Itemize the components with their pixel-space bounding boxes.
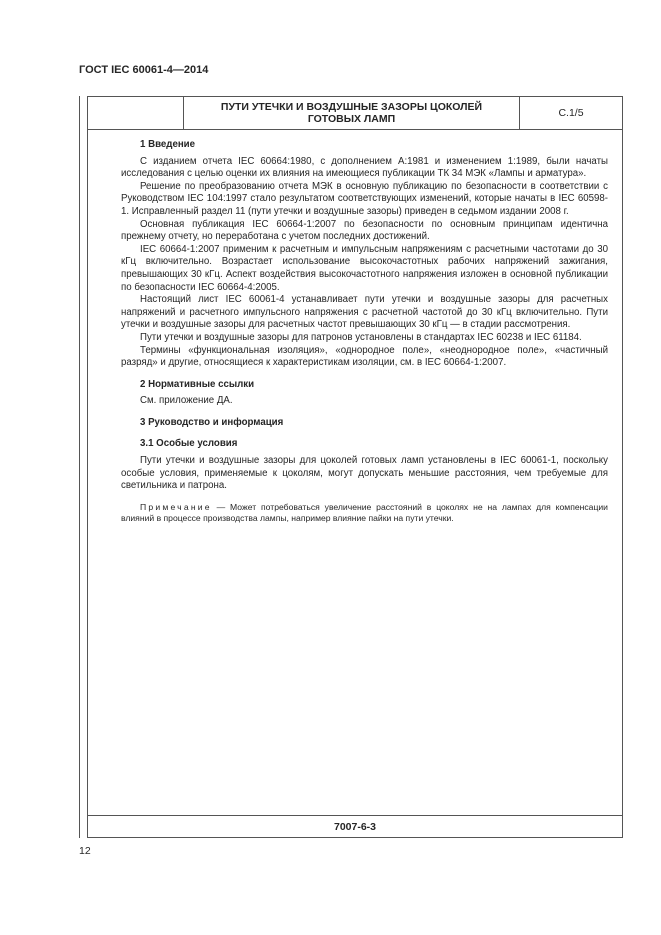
sheet-title: ПУТИ УТЕЧКИ И ВОЗДУШНЫЕ ЗАЗОРЫ ЦОКОЛЕЙ ГОТОВЫХ ЛАМП xyxy=(184,97,520,129)
sheet-footer-code: 7007-6-3 xyxy=(88,815,622,837)
document-code: ГОСТ IEC 60061-4—2014 xyxy=(79,64,209,76)
paragraph: Решение по преобразованию отчета МЭК в основную публикацию по безопасности в соответствии с Руководством IEC 104:1997 стало результатом соответствующих изменений, которые начаты в IEC 60598-1. Исправленный раздел 11 (пути утечки и воздушные зазоры) приведен в седьмом издании 2008 г. xyxy=(121,180,608,217)
paragraph: Настоящий лист IEC 60061-4 устанавливает пути утечки и воздушные зазоры для расчетных напряжений и расчетного импульсного напряжения с расчетной частотой до 30 кГц включительно. Пути утечки и воздушные зазоры для расчетных частот превышающих 30 кГц — в стадии рассмотрения. xyxy=(121,294,608,331)
paragraph: См. приложение ДА. xyxy=(140,395,233,407)
heading-special-conditions: 3.1 Особые условия xyxy=(140,438,238,450)
paragraph: Основная публикация IEC 60664-1:2007 по безопасности по основным принципам идентична прежнему отчету, но переработана с учетом последних достижений. xyxy=(121,218,608,243)
paragraph: С изданием отчета IEC 60664:1980, с дополнением А:1981 и изменением 1:1989, были начаты исследования с целью оценки их влияния на имеющиеся публикации ТК 34 МЭК «Лампы и арматура». xyxy=(121,155,608,180)
sheet-number: С.1/5 xyxy=(558,107,584,119)
sheet-header xyxy=(88,97,622,130)
note xyxy=(121,502,608,525)
header-empty-cell xyxy=(88,97,184,129)
paragraph: Термины «функциональная изоляция», «однородное поле», «неоднородное поле», «частичный разряд» и другие, относящиеся к характеристикам изоляции, см. в IEC 60664-1:2007. xyxy=(121,344,608,369)
frame-left-rule xyxy=(79,96,80,838)
heading-references: 2 Нормативные ссылки xyxy=(140,378,255,390)
page-number: 12 xyxy=(79,845,91,857)
heading-introduction: 1 Введение xyxy=(140,139,196,150)
paragraph: IEC 60664-1:2007 применим к расчетным и импульсным напряжениям с расчетными частотами до 30 кГц включительно. Возрастает использование высокочастотных рабочих напряжений зажигания, превышающих 30 кГц. Аспект воздействия высокочастотного напряжения изложен в основной публикации по безопасности IEC 60664-4:2005. xyxy=(121,243,608,293)
note-label: Примечание xyxy=(140,501,212,512)
heading-guidance: 3 Руководство и информация xyxy=(140,416,284,428)
sheet-frame xyxy=(87,96,623,838)
paragraph: Пути утечки и воздушные зазоры для цоколей готовых ламп установлены в IEC 60061-1, поскольку особые условия, применяемые к цоколям, могут допускать меньшие расстояния, чем требуемые для светильника и патрона. xyxy=(121,455,608,492)
paragraph: Пути утечки и воздушные зазоры для патронов установлены в стандартах IEC 60238 и IEC 61184. xyxy=(140,331,582,343)
sheet-content xyxy=(121,139,608,525)
note-text: — Может потребоваться увеличение расстояний в цоколях не на лампах для компенсации влияний в процессе производства лампы, например влияние пайки на пути утечки. xyxy=(121,501,608,524)
